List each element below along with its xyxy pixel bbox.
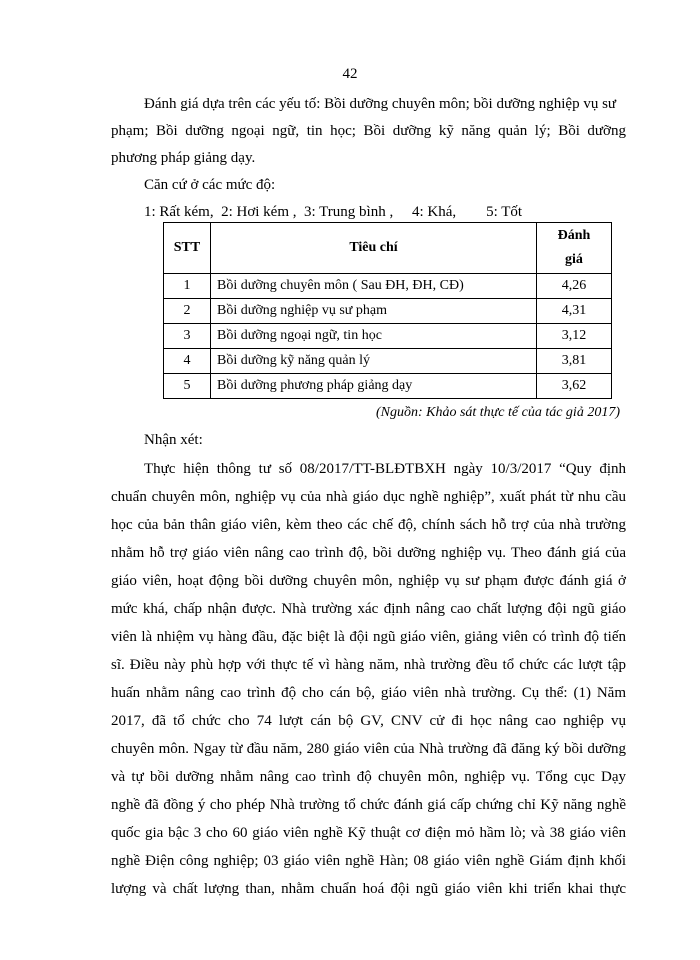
body-line: và tự bồi dưỡng nhằm nâng cao trình độ chuyên môn, nghiệp vụ. Tổng cục Dạy (111, 769, 626, 785)
body-line: nghề Điện công nghiệp; 03 giáo viên nghề Hàn; 08 giáo viên nghề Giám định khối (111, 853, 626, 869)
intro-line: phương pháp giảng dạy. (111, 150, 256, 166)
body-line: quốc gia bậc 3 cho 60 giáo viên nghề Kỹ thuật cơ điện mỏ hầm lò; và 38 giáo viên (111, 825, 626, 841)
header-score (537, 223, 612, 274)
table-row (164, 374, 612, 399)
table-row (164, 299, 612, 324)
row-score: 3,81 (537, 349, 612, 374)
row-stt: 3 (164, 324, 211, 349)
page-number: 42 (342, 66, 358, 82)
row-score: 3,62 (537, 374, 612, 399)
row-criteria: Bồi dưỡng ngoại ngữ, tin học (211, 324, 537, 349)
row-criteria: Bồi dưỡng chuyên môn ( Sau ĐH, ĐH, CĐ) (211, 274, 537, 299)
row-stt: 5 (164, 374, 211, 399)
body-line: chuẩn chuyên môn, nghiệp vụ của nhà giáo dục nghề nghiệp”, xuất phát từ nhu cầu (111, 489, 626, 505)
body-line: nghề đã đồng ý cho phép Nhà trường tổ chức đánh giá cấp chứng chỉ Kỹ năng nghề (111, 797, 626, 813)
header-score-line2: giá (565, 252, 583, 267)
body-line: viên là nhiệm vụ hàng đầu, đặc biệt là đội ngũ giáo viên, giảng viên có trình độ tiến (111, 629, 626, 645)
row-stt: 4 (164, 349, 211, 374)
intro-line: phạm; Bồi dưỡng ngoại ngữ, tin học; Bồi dưỡng kỹ năng quản lý; Bồi dưỡng (111, 123, 626, 139)
body-line: chuyên môn. Ngay từ đầu năm, 280 giáo viên của Nhà trường đã đăng ký bồi dưỡng (111, 741, 626, 757)
body-line: giáo viên, hoạt động bồi dưỡng chuyên môn, nghiệp vụ sư phạm được đánh giá ở (111, 573, 626, 589)
row-score: 4,31 (537, 299, 612, 324)
row-criteria: Bồi dưỡng kỹ năng quản lý (211, 349, 537, 374)
scale-levels: 1: Rất kém, 2: Hơi kém , 3: Trung bình , 4: Khá, 5: Tốt (144, 204, 523, 220)
header-score-line1: Đánh (557, 228, 591, 243)
body-line: lượng và chất lượng than, nhằm chuẩn hoá đội ngũ giáo viên khi triển khai thực (111, 881, 626, 897)
body-line: học của bản thân giáo viên, kèm theo các chế độ, chính sách hỗ trợ của nhà trường (111, 517, 626, 533)
header-criteria: Tiêu chí (211, 223, 537, 274)
row-criteria: Bồi dưỡng nghiệp vụ sư phạm (211, 299, 537, 324)
table-row (164, 274, 612, 299)
body-line: mức khá, chấp nhận được. Nhà trường xác định nâng cao chất lượng đội ngũ giáo (111, 601, 626, 617)
body-line: Thực hiện thông tư số 08/2017/TT-BLĐTBXH ngày 10/3/2017 “Quy định (144, 461, 626, 477)
body-line: sĩ. Điều này phù hợp với thực tế vì hàng năm, nhà trường đều tổ chức các lượt tập (111, 657, 626, 673)
scale-intro: Căn cứ ở các mức độ: (144, 177, 276, 193)
table-header-row (164, 223, 612, 274)
row-score: 3,12 (537, 324, 612, 349)
row-score: 4,26 (537, 274, 612, 299)
body-line: nhằm hỗ trợ giáo viên nâng cao trình độ, bồi dưỡng nghiệp vụ. Theo đánh giá của (111, 545, 626, 561)
intro-line: Đánh giá dựa trên các yếu tố: Bồi dưỡng chuyên môn; bồi dưỡng nghiệp vụ sư (144, 96, 617, 112)
table-source: (Nguồn: Khảo sát thực tế của tác giả 2017) (375, 405, 620, 420)
remark-heading: Nhận xét: (144, 432, 203, 448)
table-row (164, 349, 612, 374)
row-criteria: Bồi dưỡng phương pháp giảng dạy (211, 374, 537, 399)
row-stt: 2 (164, 299, 211, 324)
body-line: 2017, đã tổ chức cho 74 lượt cán bộ GV, CNV cử đi học nâng cao nghiệp vụ (111, 713, 626, 729)
evaluation-table (163, 222, 612, 399)
body-line: huấn nhằm nâng cao trình độ cho cán bộ, giáo viên nhà trường. Cụ thể: (1) Năm (111, 685, 626, 701)
row-stt: 1 (164, 274, 211, 299)
header-stt: STT (164, 223, 211, 274)
table-row (164, 324, 612, 349)
